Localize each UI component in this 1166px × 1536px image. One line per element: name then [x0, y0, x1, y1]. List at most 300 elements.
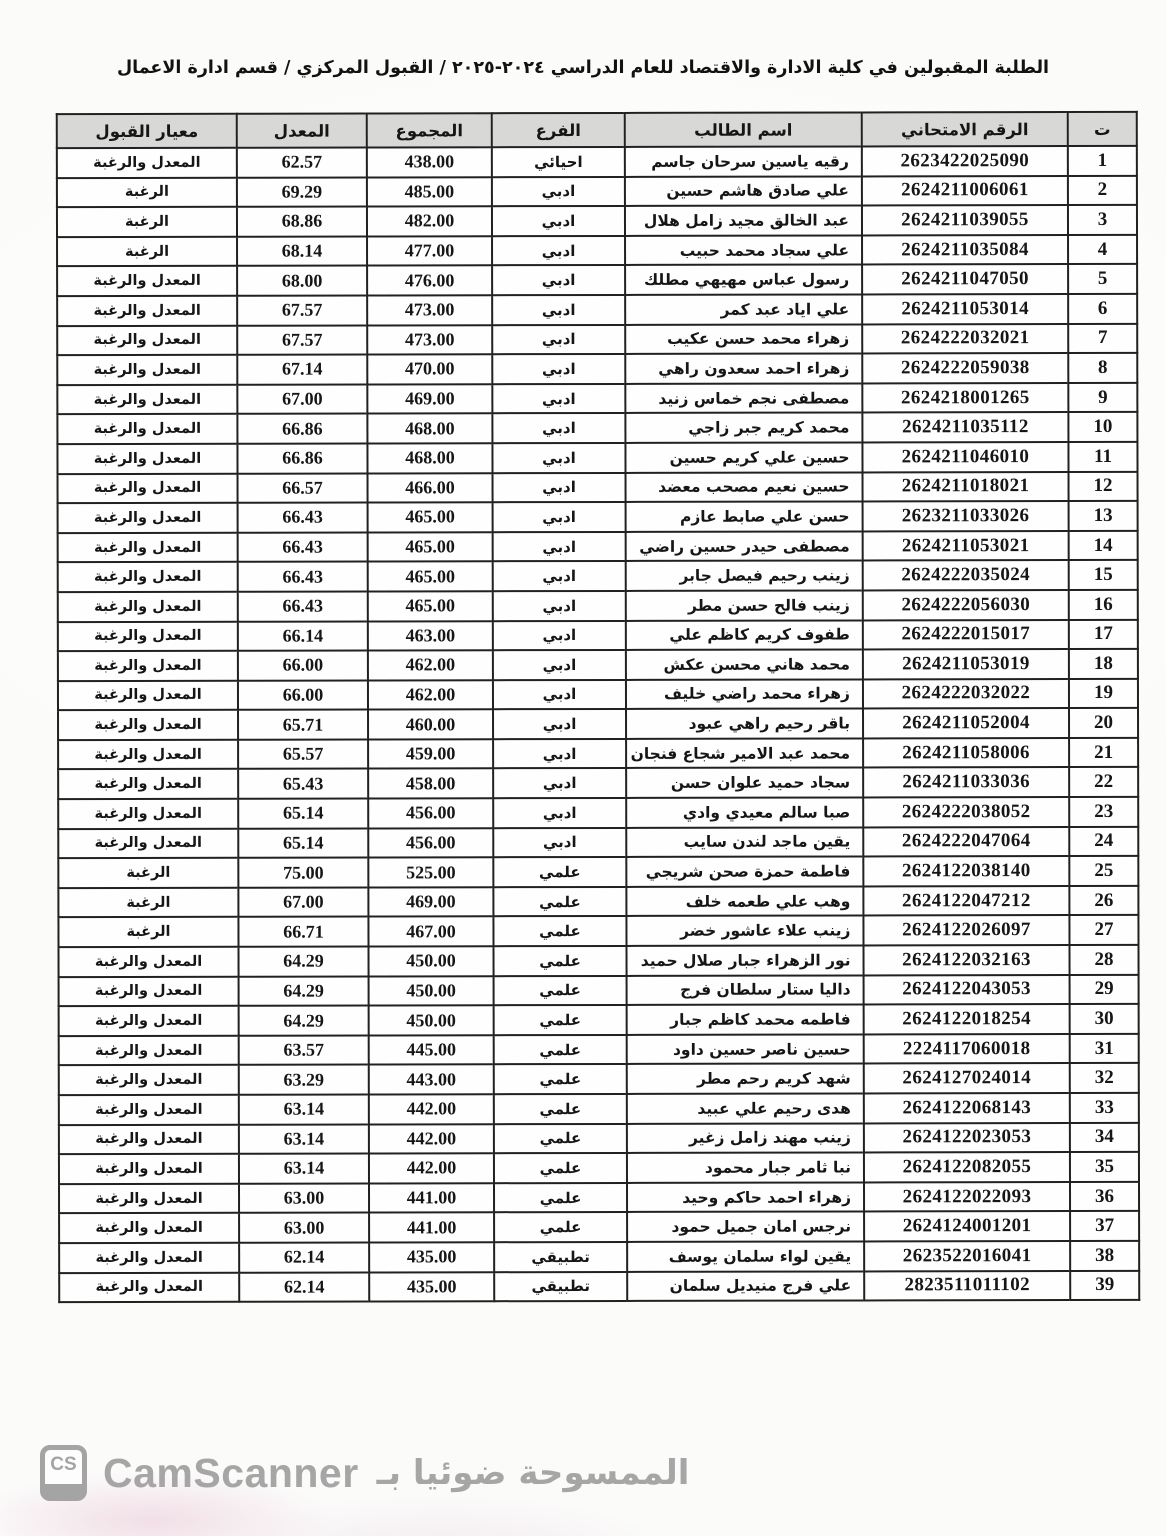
- cell-branch: علمي: [494, 946, 627, 976]
- cell-serial: 2: [1068, 175, 1137, 205]
- cell-exam_number: 2624211035112: [862, 412, 1068, 442]
- camscanner-watermark: [40, 1445, 689, 1501]
- table-row: [58, 827, 1138, 859]
- cell-branch: ادبي: [493, 709, 626, 739]
- cell-average: 63.29: [239, 1065, 369, 1095]
- column-header-name: اسم الطالب: [625, 112, 862, 146]
- table-row: [58, 619, 1138, 651]
- cell-exam_number: 2624211053014: [862, 294, 1068, 324]
- cell-total: 438.00: [367, 147, 492, 177]
- cell-branch: علمي: [494, 1153, 627, 1183]
- cell-exam_number: 2624127024014: [864, 1063, 1070, 1093]
- cell-criterion: المعدل والرغبة: [57, 325, 237, 355]
- cell-average: 62.14: [239, 1242, 369, 1272]
- cell-criterion: الرغبة: [58, 888, 238, 918]
- cell-branch: ادبي: [492, 177, 625, 207]
- cell-branch: ادبي: [492, 236, 625, 266]
- cell-name: نور الزهراء جبار صلال حميد: [627, 945, 864, 975]
- cell-name: باقر رحيم راهي عبود: [626, 709, 863, 739]
- cell-branch: علمي: [493, 857, 626, 887]
- cell-exam_number: 2624124001201: [864, 1211, 1070, 1241]
- table-row: [57, 323, 1137, 355]
- cell-name: زهراء محمد حسن عكيب: [625, 324, 862, 354]
- table-row: [59, 1182, 1139, 1214]
- cell-average: 64.29: [239, 976, 369, 1006]
- cell-serial: 39: [1070, 1270, 1139, 1300]
- cell-criterion: الرغبة: [57, 207, 237, 237]
- cell-serial: 18: [1069, 649, 1138, 679]
- cell-criterion: المعدل والرغبة: [58, 710, 238, 740]
- cell-exam_number: 2624122032163: [863, 945, 1069, 975]
- cell-exam_number: 2624211006061: [862, 176, 1068, 206]
- table-row: [58, 560, 1138, 592]
- cell-criterion: المعدل والرغبة: [59, 947, 239, 977]
- students-table-container: [56, 111, 1138, 1303]
- cell-serial: 24: [1069, 827, 1138, 857]
- cell-name: حسين نعيم مصحب معضد: [626, 472, 863, 502]
- cell-total: 465.00: [368, 562, 493, 592]
- table-row: [59, 1241, 1139, 1273]
- cell-total: 458.00: [368, 769, 493, 799]
- cell-serial: 25: [1069, 856, 1138, 886]
- cell-serial: 29: [1070, 974, 1139, 1004]
- table-row: [57, 383, 1137, 415]
- camscanner-icon: [40, 1445, 87, 1501]
- cell-total: 525.00: [368, 857, 493, 887]
- cell-criterion: المعدل والرغبة: [58, 592, 238, 622]
- table-row: [57, 412, 1137, 444]
- cell-average: 65.14: [238, 828, 368, 858]
- cell-branch: ادبي: [493, 739, 626, 769]
- cell-name: علي صادق هاشم حسين: [625, 176, 862, 206]
- cell-serial: 13: [1069, 501, 1138, 531]
- cell-average: 66.57: [238, 473, 368, 503]
- cell-name: سجاد حميد علوان حسن: [626, 768, 863, 798]
- cell-branch: ادبي: [493, 472, 626, 502]
- cell-exam_number: 2624211046010: [862, 442, 1068, 472]
- cell-criterion: الرغبة: [57, 237, 237, 267]
- cell-name: هدى رحيم علي عبيد: [627, 1093, 864, 1123]
- cell-criterion: المعدل والرغبة: [58, 799, 238, 829]
- header-row: [57, 112, 1137, 148]
- cell-criterion: المعدل والرغبة: [59, 1243, 239, 1273]
- column-header-serial: ت: [1068, 112, 1137, 146]
- cell-name: علي اياد عبد كمر: [625, 294, 862, 324]
- cell-criterion: المعدل والرغبة: [57, 266, 237, 296]
- cell-name: صبا سالم معيدي وادي: [626, 798, 863, 828]
- table-row: [57, 264, 1137, 296]
- table-row: [58, 708, 1138, 740]
- cell-name: نرجس امان جميل حمود: [627, 1212, 864, 1242]
- cell-exam_number: 2624122022093: [864, 1182, 1070, 1212]
- cell-total: 467.00: [368, 917, 493, 947]
- cell-criterion: الرغبة: [58, 858, 238, 888]
- cell-criterion: المعدل والرغبة: [57, 296, 237, 326]
- cell-exam_number: 2624122082055: [864, 1152, 1070, 1182]
- table-row: [57, 175, 1137, 207]
- cell-total: 469.00: [367, 384, 492, 414]
- cell-exam_number: 2624122026097: [863, 915, 1069, 945]
- cell-average: 64.29: [239, 1006, 369, 1036]
- cell-total: 442.00: [369, 1094, 494, 1124]
- cell-exam_number: 2624211058006: [863, 738, 1069, 768]
- cell-average: 65.14: [238, 799, 368, 829]
- cell-criterion: الرغبة: [57, 177, 237, 207]
- cell-exam_number: 2624222059038: [862, 353, 1068, 383]
- cell-average: 65.57: [238, 739, 368, 769]
- cell-branch: علمي: [494, 1005, 627, 1035]
- cell-serial: 36: [1070, 1182, 1139, 1212]
- cell-serial: 15: [1069, 560, 1138, 590]
- cell-serial: 26: [1069, 886, 1138, 916]
- cell-criterion: المعدل والرغبة: [59, 1124, 239, 1154]
- cell-name: داليا ستار سلطان فرج: [627, 975, 864, 1005]
- cell-branch: علمي: [493, 887, 626, 917]
- cell-criterion: المعدل والرغبة: [58, 562, 238, 592]
- cell-total: 477.00: [367, 236, 492, 266]
- cell-serial: 10: [1068, 412, 1137, 442]
- table-row: [57, 442, 1137, 474]
- cell-total: 473.00: [367, 325, 492, 355]
- column-header-exam-number: الرقم الامتحاني: [862, 112, 1068, 146]
- cell-total: 473.00: [367, 295, 492, 325]
- table-row: [58, 649, 1138, 681]
- cell-exam_number: 2624222056030: [863, 590, 1069, 620]
- cell-average: 66.43: [238, 532, 368, 562]
- cell-total: 456.00: [368, 798, 493, 828]
- cell-exam_number: 2623211033026: [863, 501, 1069, 531]
- cell-branch: علمي: [494, 1183, 627, 1213]
- cell-branch: ادبي: [492, 295, 625, 325]
- cell-average: 68.00: [237, 266, 367, 296]
- camscanner-brand-text: CamScanner: [103, 1449, 359, 1496]
- cell-criterion: الرغبة: [58, 917, 238, 947]
- cell-total: 465.00: [368, 591, 493, 621]
- cell-total: 441.00: [369, 1213, 494, 1243]
- cell-total: 441.00: [369, 1183, 494, 1213]
- cell-name: علي فرج منيديل سلمان: [627, 1271, 864, 1301]
- cell-criterion: المعدل والرغبة: [59, 1213, 239, 1243]
- table-row: [59, 945, 1139, 977]
- cell-branch: ادبي: [492, 206, 625, 236]
- cell-total: 442.00: [369, 1153, 494, 1183]
- cell-branch: ادبي: [493, 591, 626, 621]
- cell-exam_number: 2624122018254: [864, 1004, 1070, 1034]
- cell-criterion: المعدل والرغبة: [58, 828, 238, 858]
- cell-exam_number: 2624222047064: [863, 827, 1069, 857]
- cell-branch: ادبي: [493, 680, 626, 710]
- cell-name: محمد عبد الامير شجاع فنجان: [626, 738, 863, 768]
- cell-average: 63.14: [239, 1094, 369, 1124]
- cell-name: رقيه ياسين سرحان جاسم: [625, 146, 862, 176]
- table-row: [58, 886, 1138, 918]
- cell-serial: 7: [1068, 323, 1137, 353]
- table-row: [58, 501, 1138, 533]
- cell-serial: 34: [1070, 1122, 1139, 1152]
- cell-serial: 22: [1069, 767, 1138, 797]
- table-row: [57, 146, 1137, 178]
- cell-exam_number: 2624211039055: [862, 205, 1068, 235]
- cell-average: 66.86: [237, 414, 367, 444]
- cell-total: 485.00: [367, 177, 492, 207]
- cell-branch: ادبي: [492, 443, 625, 473]
- cell-average: 63.14: [239, 1124, 369, 1154]
- cell-criterion: المعدل والرغبة: [57, 355, 237, 385]
- cell-name: طفوف كريم كاظم علي: [626, 620, 863, 650]
- cell-total: 459.00: [368, 739, 493, 769]
- cell-average: 68.86: [237, 207, 367, 237]
- cell-name: زينب مهند زامل زغير: [627, 1123, 864, 1153]
- cell-exam_number: 2624211033036: [863, 767, 1069, 797]
- cell-branch: ادبي: [493, 532, 626, 562]
- table-row: [58, 531, 1138, 563]
- cell-average: 66.43: [238, 562, 368, 592]
- table-row: [57, 294, 1137, 326]
- cell-branch: ادبي: [492, 265, 625, 295]
- table-row: [57, 205, 1137, 237]
- cell-name: حسين ناصر حسين داود: [627, 1034, 864, 1064]
- cell-branch: علمي: [494, 1124, 627, 1154]
- table-row: [59, 1034, 1139, 1066]
- cell-total: 476.00: [367, 266, 492, 296]
- table-row: [59, 1270, 1139, 1302]
- cell-total: 450.00: [369, 946, 494, 976]
- table-row: [59, 1004, 1139, 1036]
- table-row: [59, 1152, 1139, 1184]
- cell-average: 63.57: [239, 1035, 369, 1065]
- cell-total: 463.00: [368, 621, 493, 651]
- table-row: [58, 767, 1138, 799]
- cell-exam_number: 2624211053019: [863, 649, 1069, 679]
- cell-criterion: المعدل والرغبة: [59, 1065, 239, 1095]
- cell-serial: 31: [1070, 1034, 1139, 1064]
- cell-total: 450.00: [369, 1005, 494, 1035]
- table-row: [59, 1063, 1139, 1095]
- cell-branch: ادبي: [492, 325, 625, 355]
- cell-exam_number: 2624122038140: [863, 856, 1069, 886]
- table-row: [58, 856, 1138, 888]
- cell-criterion: المعدل والرغبة: [59, 1095, 239, 1125]
- column-header-branch: الفرع: [492, 113, 625, 147]
- cell-average: 65.71: [238, 710, 368, 740]
- cell-criterion: المعدل والرغبة: [57, 414, 237, 444]
- cell-serial: 17: [1069, 619, 1138, 649]
- table-row: [59, 1211, 1139, 1243]
- cell-name: زينب فالح حسن مطر: [626, 590, 863, 620]
- cell-branch: ادبي: [492, 354, 625, 384]
- cell-average: 66.14: [238, 621, 368, 651]
- cell-exam_number: 2623522016041: [864, 1241, 1070, 1271]
- cell-criterion: المعدل والرغبة: [58, 651, 238, 681]
- cell-name: وهب علي طعمه خلف: [626, 886, 863, 916]
- cell-name: زينب علاء عاشور خضر: [626, 916, 863, 946]
- cell-serial: 19: [1069, 679, 1138, 709]
- cell-average: 68.14: [237, 236, 367, 266]
- camscanner-icon-bar: [45, 1484, 82, 1496]
- cell-criterion: المعدل والرغبة: [57, 148, 237, 178]
- cell-exam_number: 2624218001265: [862, 383, 1068, 413]
- table-row: [58, 915, 1138, 947]
- cell-serial: 6: [1068, 294, 1137, 324]
- cell-branch: علمي: [494, 1212, 627, 1242]
- cell-criterion: المعدل والرغبة: [59, 976, 239, 1006]
- cell-serial: 27: [1069, 915, 1138, 945]
- cell-criterion: المعدل والرغبة: [58, 740, 238, 770]
- cell-branch: ادبي: [492, 413, 625, 443]
- cell-serial: 33: [1070, 1093, 1139, 1123]
- cell-criterion: المعدل والرغبة: [59, 1006, 239, 1036]
- table-row: [58, 738, 1138, 770]
- students-table-body: [57, 146, 1139, 1302]
- cell-exam_number: 2624222035024: [863, 560, 1069, 590]
- cell-average: 62.57: [237, 147, 367, 177]
- cell-average: 64.29: [239, 947, 369, 977]
- cell-serial: 21: [1069, 738, 1138, 768]
- cell-serial: 1: [1068, 146, 1137, 176]
- cell-serial: 23: [1069, 797, 1138, 827]
- students-table-header: [57, 112, 1137, 148]
- cell-serial: 14: [1069, 531, 1138, 561]
- cell-average: 66.43: [238, 591, 368, 621]
- cell-serial: 32: [1070, 1063, 1139, 1093]
- cell-average: 66.86: [237, 443, 367, 473]
- cell-name: حسين علي كريم حسين: [625, 442, 862, 472]
- cell-criterion: المعدل والرغبة: [59, 1272, 239, 1302]
- cell-criterion: المعدل والرغبة: [58, 621, 238, 651]
- cell-name: زهراء احمد سعدون راهي: [625, 354, 862, 384]
- cell-total: 435.00: [369, 1272, 494, 1302]
- table-row: [57, 235, 1137, 267]
- cell-criterion: المعدل والرغبة: [57, 444, 237, 474]
- cell-branch: ادبي: [493, 620, 626, 650]
- cell-exam_number: 2623422025090: [862, 146, 1068, 176]
- cell-total: 468.00: [367, 443, 492, 473]
- cell-total: 470.00: [367, 354, 492, 384]
- cell-serial: 30: [1070, 1004, 1139, 1034]
- cell-total: 456.00: [368, 828, 493, 858]
- cell-name: مصطفى حيدر حسين راضي: [626, 531, 863, 561]
- cell-total: 465.00: [368, 502, 493, 532]
- cell-name: زينب رحيم فيصل جابر: [626, 561, 863, 591]
- cell-exam_number: 2823511011102: [864, 1271, 1070, 1301]
- cell-name: يقين لواء سلمان يوسف: [627, 1241, 864, 1271]
- cell-average: 62.14: [239, 1272, 369, 1302]
- cell-name: علي سجاد محمد حبيب: [625, 235, 862, 265]
- cell-exam_number: 2624222015017: [863, 620, 1069, 650]
- cell-serial: 8: [1068, 353, 1137, 383]
- table-row: [58, 679, 1138, 711]
- cell-exam_number: 2624211053021: [863, 531, 1069, 561]
- cell-total: 443.00: [369, 1065, 494, 1095]
- table-row: [59, 1093, 1139, 1125]
- cell-serial: 16: [1069, 590, 1138, 620]
- cell-exam_number: 2624122047212: [863, 886, 1069, 916]
- cell-name: حسن علي صابط عازم: [626, 502, 863, 532]
- cell-criterion: المعدل والرغبة: [58, 769, 238, 799]
- cell-average: 63.14: [239, 1154, 369, 1184]
- column-header-average: المعدل: [237, 113, 367, 147]
- cell-average: 67.00: [238, 887, 368, 917]
- cell-exam_number: 2624222038052: [863, 797, 1069, 827]
- cell-branch: علمي: [494, 1094, 627, 1124]
- cell-name: نبا ثامر جبار محمود: [627, 1153, 864, 1183]
- cell-serial: 9: [1068, 383, 1137, 413]
- cell-average: 67.57: [237, 325, 367, 355]
- cell-criterion: المعدل والرغبة: [59, 1184, 239, 1214]
- table-row: [58, 471, 1138, 503]
- camscanner-icon-letters: CS: [50, 1454, 77, 1475]
- cell-serial: 28: [1069, 945, 1138, 975]
- cell-name: فاطمة حمزة صحن شريجي: [626, 857, 863, 887]
- cell-branch: احيائي: [492, 147, 625, 177]
- cell-name: محمد كريم جبر زاجي: [625, 413, 862, 443]
- cell-total: 482.00: [367, 206, 492, 236]
- cell-criterion: المعدل والرغبة: [58, 503, 238, 533]
- cell-total: 462.00: [368, 650, 493, 680]
- cell-exam_number: 2624122023053: [864, 1123, 1070, 1153]
- cell-criterion: المعدل والرغبة: [59, 1036, 239, 1066]
- cell-average: 65.43: [238, 769, 368, 799]
- cell-serial: 38: [1070, 1241, 1139, 1271]
- table-row: [59, 1122, 1139, 1154]
- cell-name: رسول عباس مهيهي مطلك: [625, 265, 862, 295]
- cell-average: 66.43: [238, 503, 368, 533]
- cell-criterion: المعدل والرغبة: [59, 1154, 239, 1184]
- column-header-total: المجموع: [367, 113, 492, 147]
- cell-name: زهراء محمد راضي خليف: [626, 679, 863, 709]
- students-table: [56, 111, 1140, 1303]
- cell-branch: ادبي: [492, 384, 625, 414]
- cell-total: 442.00: [369, 1124, 494, 1154]
- cell-exam_number: 2624211047050: [862, 264, 1068, 294]
- watermark-arabic-text: الممسوحة ضوئيا بـ: [376, 1453, 690, 1493]
- cell-name: يقين ماجد لندن سايب: [626, 827, 863, 857]
- cell-exam_number: 2624211018021: [863, 472, 1069, 502]
- cell-exam_number: 2624222032021: [862, 324, 1068, 354]
- cell-criterion: المعدل والرغبة: [58, 680, 238, 710]
- cell-branch: ادبي: [493, 798, 626, 828]
- document-title: الطلبة المقبولين في كلية الادارة والاقتصاد للعام الدراسي ٢٠٢٤-٢٠٢٥ / القبول المركزي / قسم ادارة الاعمال: [116, 58, 1050, 78]
- table-row: [58, 797, 1138, 829]
- cell-criterion: المعدل والرغبة: [58, 532, 238, 562]
- cell-total: 462.00: [368, 680, 493, 710]
- cell-serial: 35: [1070, 1152, 1139, 1182]
- column-header-criterion: معيار القبول: [57, 114, 237, 148]
- cell-serial: 11: [1068, 442, 1137, 472]
- cell-total: 460.00: [368, 709, 493, 739]
- cell-total: 445.00: [369, 1035, 494, 1065]
- cell-criterion: المعدل والرغبة: [57, 385, 237, 415]
- cell-exam_number: 2624211035084: [862, 235, 1068, 265]
- cell-total: 469.00: [368, 887, 493, 917]
- cell-total: 435.00: [369, 1242, 494, 1272]
- cell-branch: علمي: [493, 916, 626, 946]
- cell-exam_number: 2224117060018: [864, 1034, 1070, 1064]
- cell-exam_number: 2624222032022: [863, 679, 1069, 709]
- cell-branch: ادبي: [493, 650, 626, 680]
- cell-branch: ادبي: [493, 828, 626, 858]
- cell-serial: 20: [1069, 708, 1138, 738]
- cell-name: فاطمه محمد كاظم جبار: [627, 1005, 864, 1035]
- cell-branch: ادبي: [493, 768, 626, 798]
- cell-name: محمد هاني محسن عكش: [626, 650, 863, 680]
- cell-branch: ادبي: [493, 561, 626, 591]
- cell-average: 67.00: [237, 384, 367, 414]
- cell-total: 466.00: [368, 473, 493, 503]
- table-row: [59, 974, 1139, 1006]
- cell-average: 67.57: [237, 295, 367, 325]
- cell-branch: علمي: [494, 976, 627, 1006]
